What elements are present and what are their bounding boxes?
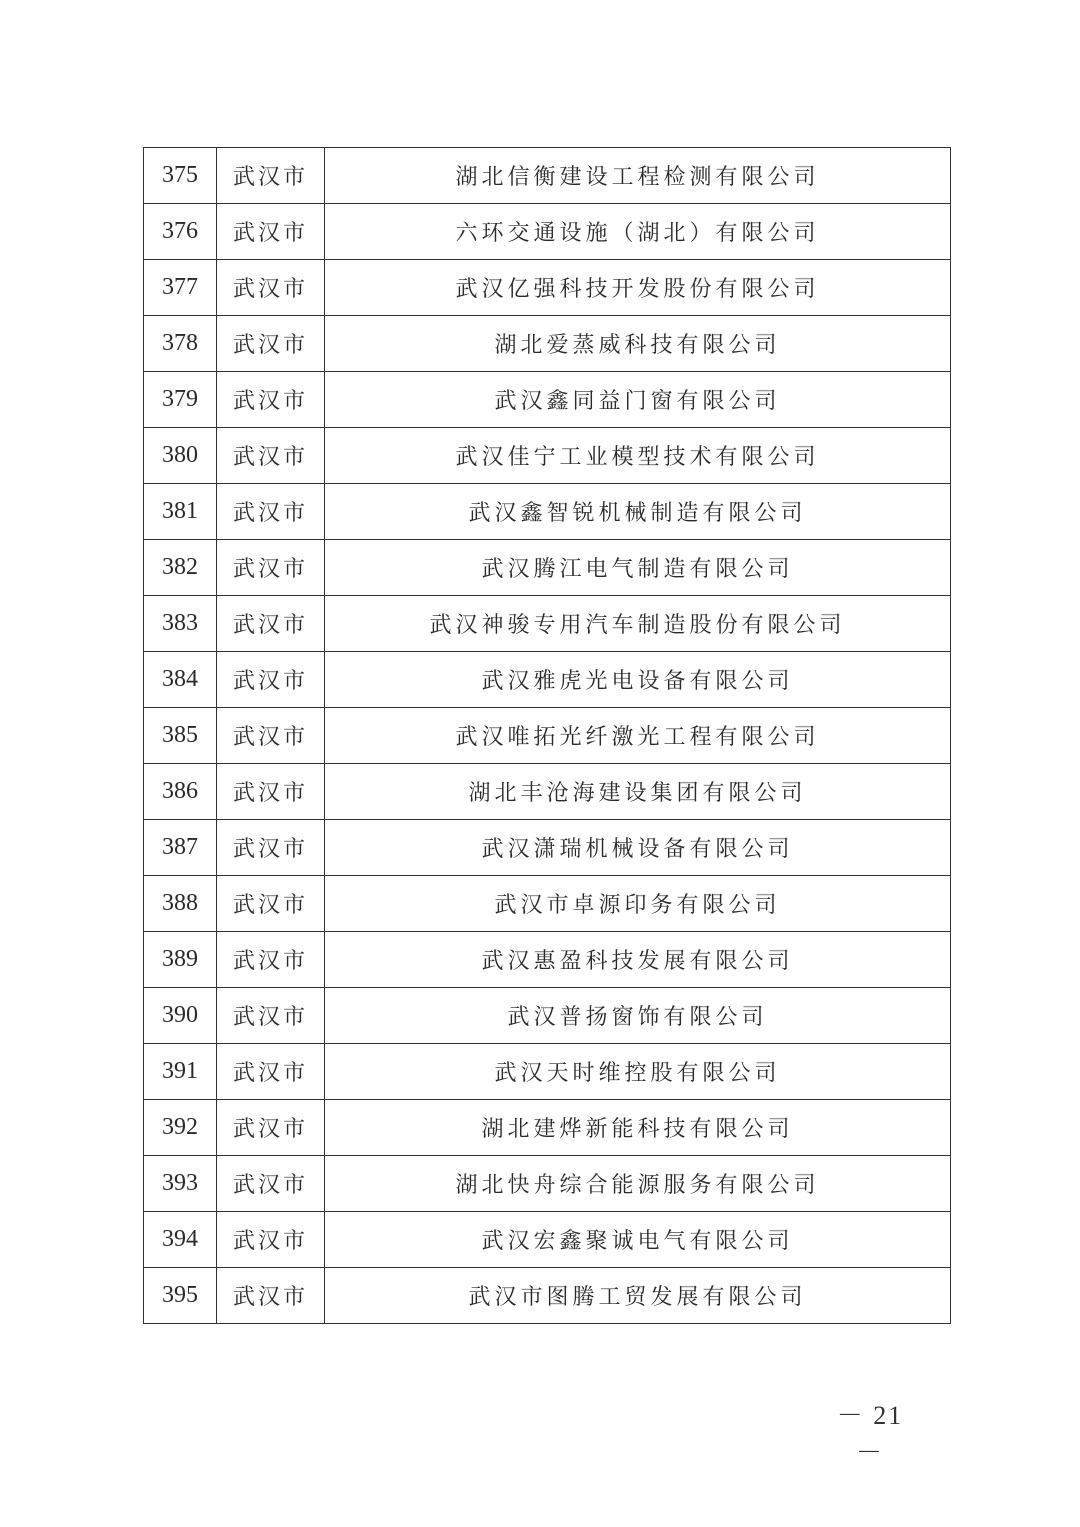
row-city: 武汉市 <box>217 204 325 260</box>
table-row <box>144 1156 951 1212</box>
row-number: 393 <box>144 1156 217 1212</box>
row-company-name: 武汉亿强科技开发股份有限公司 <box>325 260 951 316</box>
row-city: 武汉市 <box>217 820 325 876</box>
table-row <box>144 540 951 596</box>
row-city: 武汉市 <box>217 1044 325 1100</box>
row-city: 武汉市 <box>217 540 325 596</box>
row-company-name: 湖北丰沧海建设集团有限公司 <box>325 764 951 820</box>
row-company-name: 湖北信衡建设工程检测有限公司 <box>325 148 951 204</box>
table-row <box>144 484 951 540</box>
row-company-name: 湖北爱蒸威科技有限公司 <box>325 316 951 372</box>
row-number: 389 <box>144 932 217 988</box>
row-city: 武汉市 <box>217 484 325 540</box>
table-row <box>144 764 951 820</box>
row-company-name: 武汉天时维控股有限公司 <box>325 1044 951 1100</box>
row-city: 武汉市 <box>217 1268 325 1324</box>
row-number: 390 <box>144 988 217 1044</box>
row-company-name: 六环交通设施（湖北）有限公司 <box>325 204 951 260</box>
table-row <box>144 876 951 932</box>
row-company-name: 湖北建烨新能科技有限公司 <box>325 1100 951 1156</box>
row-city: 武汉市 <box>217 148 325 204</box>
row-number: 381 <box>144 484 217 540</box>
table-row <box>144 652 951 708</box>
row-city: 武汉市 <box>217 1212 325 1268</box>
row-number: 388 <box>144 876 217 932</box>
company-list-table <box>143 147 951 1324</box>
page-number: － 21 － <box>836 1401 904 1467</box>
row-number: 394 <box>144 1212 217 1268</box>
row-company-name: 湖北快舟综合能源服务有限公司 <box>325 1156 951 1212</box>
row-city: 武汉市 <box>217 260 325 316</box>
table-row <box>144 148 951 204</box>
table-row <box>144 316 951 372</box>
table-row <box>144 1100 951 1156</box>
row-number: 376 <box>144 204 217 260</box>
row-company-name: 武汉神骏专用汽车制造股份有限公司 <box>325 596 951 652</box>
row-city: 武汉市 <box>217 1100 325 1156</box>
row-number: 384 <box>144 652 217 708</box>
table-row <box>144 708 951 764</box>
row-company-name: 武汉宏鑫聚诚电气有限公司 <box>325 1212 951 1268</box>
row-company-name: 武汉普扬窗饰有限公司 <box>325 988 951 1044</box>
row-city: 武汉市 <box>217 764 325 820</box>
row-company-name: 武汉唯拓光纤激光工程有限公司 <box>325 708 951 764</box>
row-city: 武汉市 <box>217 932 325 988</box>
row-company-name: 武汉惠盈科技发展有限公司 <box>325 932 951 988</box>
row-number: 392 <box>144 1100 217 1156</box>
row-company-name: 武汉雅虎光电设备有限公司 <box>325 652 951 708</box>
table-row <box>144 428 951 484</box>
table-row <box>144 932 951 988</box>
row-number: 375 <box>144 148 217 204</box>
row-company-name: 武汉鑫同益门窗有限公司 <box>325 372 951 428</box>
row-number: 385 <box>144 708 217 764</box>
row-company-name: 武汉市卓源印务有限公司 <box>325 876 951 932</box>
table-row <box>144 1268 951 1324</box>
row-company-name: 武汉佳宁工业模型技术有限公司 <box>325 428 951 484</box>
row-number: 387 <box>144 820 217 876</box>
table-row <box>144 204 951 260</box>
row-company-name: 武汉市图腾工贸发展有限公司 <box>325 1268 951 1324</box>
row-number: 377 <box>144 260 217 316</box>
row-number: 391 <box>144 1044 217 1100</box>
table-row <box>144 260 951 316</box>
table-row <box>144 596 951 652</box>
row-number: 386 <box>144 764 217 820</box>
row-company-name: 武汉潇瑞机械设备有限公司 <box>325 820 951 876</box>
table-row <box>144 1212 951 1268</box>
row-city: 武汉市 <box>217 428 325 484</box>
row-number: 382 <box>144 540 217 596</box>
table-row <box>144 988 951 1044</box>
row-number: 395 <box>144 1268 217 1324</box>
row-city: 武汉市 <box>217 708 325 764</box>
row-city: 武汉市 <box>217 1156 325 1212</box>
row-number: 383 <box>144 596 217 652</box>
table-row <box>144 1044 951 1100</box>
row-city: 武汉市 <box>217 876 325 932</box>
table-row <box>144 372 951 428</box>
row-number: 378 <box>144 316 217 372</box>
table-row <box>144 820 951 876</box>
row-number: 380 <box>144 428 217 484</box>
row-city: 武汉市 <box>217 596 325 652</box>
row-city: 武汉市 <box>217 372 325 428</box>
row-company-name: 武汉鑫智锐机械制造有限公司 <box>325 484 951 540</box>
row-city: 武汉市 <box>217 652 325 708</box>
table-body <box>144 148 951 1324</box>
row-number: 379 <box>144 372 217 428</box>
row-city: 武汉市 <box>217 316 325 372</box>
row-company-name: 武汉腾江电气制造有限公司 <box>325 540 951 596</box>
row-city: 武汉市 <box>217 988 325 1044</box>
